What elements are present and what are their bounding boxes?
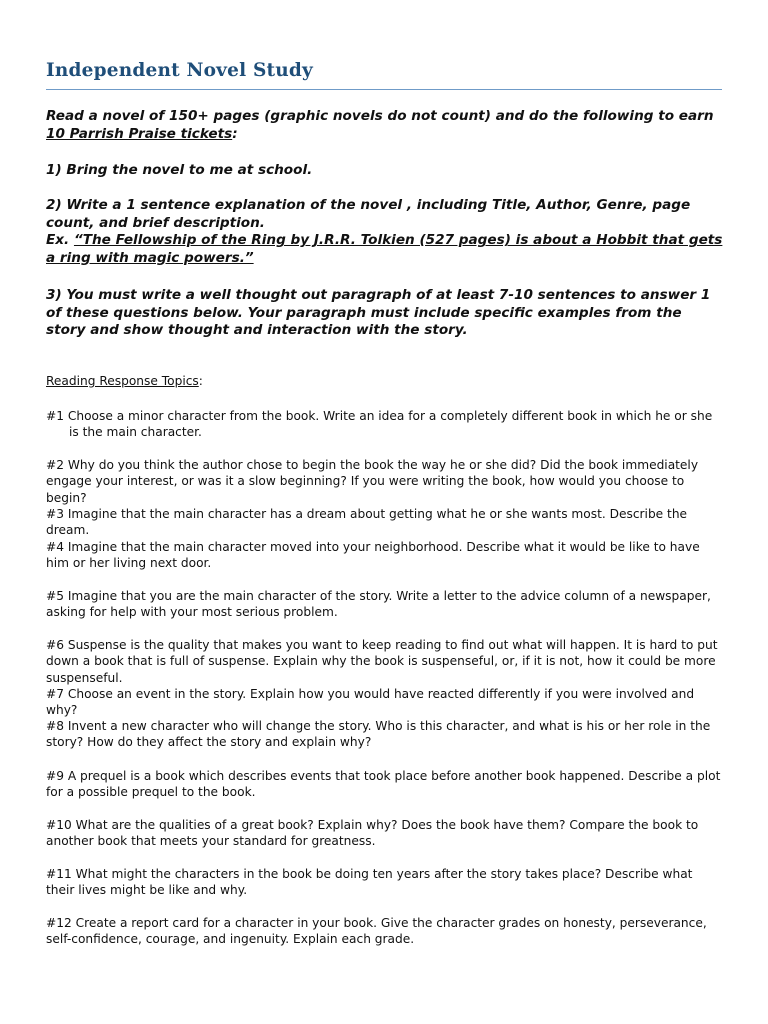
topic-item: #1 Choose a minor character from the book. Write an idea for a completely different book in which he or she is the main character. [46,409,713,440]
topics-heading-colon: : [198,374,203,388]
example-prefix: Ex. [46,232,74,249]
topic-item: #7 Choose an event in the story. Explain how you would have reacted differently if you were involved and why? [46,687,695,718]
intro-colon: : [232,125,238,142]
topic-item: #10 What are the qualities of a great book? Explain why? Does the book have them? Compare the book to another book that meets your standard for greatness. [46,818,699,849]
topic-item: #8 Invent a new character who will change the story. Who is this character, and what is his or her role in the story? How do they affect the story and explain why? [46,719,711,750]
topics-heading [46,374,203,388]
step-2-text: 2) Write a 1 sentence explanation of the novel , including Title, Author, Genre, page count, and brief description. [46,197,691,231]
topic-item: #12 Create a report card for a character in your book. Give the character grades on honesty, perseverance, self-confidence, courage, and ingenuity. Explain each grade. [46,916,707,947]
step-2 [46,197,724,267]
intro-paragraph [46,108,724,143]
step-1: 1) Bring the novel to me at school. [46,162,313,178]
topic-item: #5 Imagine that you are the main character of the story. Write a letter to the advice column of a newspaper, asking for help with your most serious problem. [46,589,711,620]
topic-item: #9 A prequel is a book which describes events that took place before another book happened. Describe a plot for a possible prequel to the book. [46,769,721,800]
example-text: “The Fellowship of the Ring by J.R.R. Tolkien (527 pages) is about a Hobbit that gets a ring with magic powers.” [46,232,723,266]
topic-item: #11 What might the characters in the book be doing ten years after the story takes place? Describe what their lives might be like and why. [46,867,693,898]
step-3: 3) You must write a well thought out paragraph of at least 7-10 sentences to answer 1 of these questions below. Your paragraph must include specific examples from the story and show thought and interaction with the story. [46,287,711,339]
document-title: Independent Novel Study [46,60,313,81]
title-divider [46,89,722,90]
topics-heading-text: Reading Response Topics [46,374,199,388]
topic-item: #3 Imagine that the main character has a dream about getting what he or she wants most. Describe the dream. [46,507,688,538]
topic-item: #6 Suspense is the quality that makes you want to keep reading to find out what will happen. It is hard to put down a book that is full of suspense. Explain why the book is suspenseful, or, if it is not, how it could be more suspenseful. [46,638,718,685]
step-2-example [46,232,724,267]
topic-item: #2 Why do you think the author chose to begin the book the way he or she did? Did the book immediately engage your interest, or was it a slow beginning? If you were writing the book, how would you choose to begin? [46,458,699,505]
topic-item: #4 Imagine that the main character moved into your neighborhood. Describe what it would be like to have him or her living next door. [46,540,700,571]
intro-text: Read a novel of 150+ pages (graphic novels do not count) and do the following to earn [46,108,714,124]
reward-text: 10 Parrish Praise tickets [46,125,233,142]
